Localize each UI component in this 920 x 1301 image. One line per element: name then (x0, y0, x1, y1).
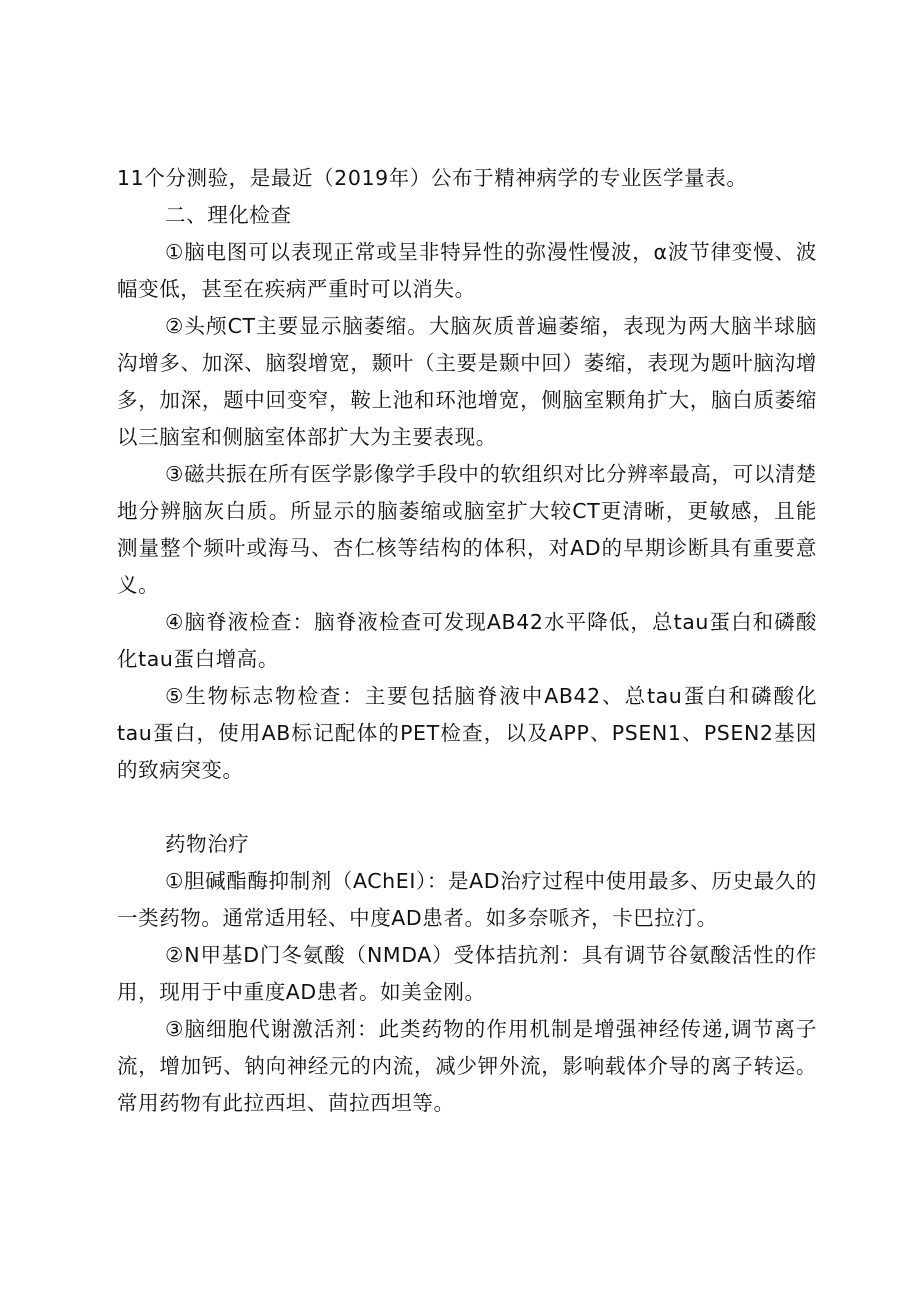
paragraph-csf: ④脑脊液检查：脑脊液检查可发现AB42水平降低，总tau蛋白和磷酸化tau蛋白增高。 (117, 610, 817, 671)
section-heading-lab-exams: 二、理化检查 (165, 203, 292, 227)
continuation-paragraph: 11个分测验，是最近（2019年）公布于精神病学的专业医学量表。 (117, 166, 748, 190)
paragraph-ct: ②头颅CT主要显示脑萎缩。大脑灰质普遍萎缩，表现为两大脑半球脑沟增多、加深、脑裂增宽，颞叶（主要是颞中回）萎缩，表现为题叶脑沟增多，加深，题中回变窄，鞍上池和环池增宽，侧脑室颗角扩大，脑白质萎缩以三脑室和侧脑室体部扩大为主要表现。 (117, 314, 817, 449)
paragraph-biomarkers: ⑤生物标志物检查：主要包括脑脊液中AB42、总tau蛋白和磷酸化tau蛋白，使用AB标记配体的PET检查，以及APP、PSEN1、PSEN2基因的致病突变。 (117, 684, 817, 782)
paragraph-metabolic-activators: ③脑细胞代谢激活剂：此类药物的作用机制是增强神经传递,调节离子流，增加钙、钠向神经元的内流，减少钾外流，影响载体介导的离子转运。常用药物有此拉西坦、茴拉西坦等。 (117, 1017, 817, 1115)
paragraph-ache-inhibitors: ①胆碱酯酶抑制剂（AChEI）：是AD治疗过程中使用最多、历史最久的一类药物。通常适用轻、中度AD患者。如多奈哌齐，卡巴拉汀。 (117, 869, 817, 930)
paragraph-mri: ③磁共振在所有医学影像学手段中的软组织对比分辨率最高，可以清楚地分辨脑灰白质。所显示的脑萎缩或脑室扩大较CT更清晰，更敏感，且能测量整个频叶或海马、杏仁核等结构的体积，对AD的早期诊断具有重要意义。 (117, 462, 817, 597)
paragraph-eeg: ①脑电图可以表现正常或呈非特异性的弥漫性慢波，α波节律变慢、波幅变低，甚至在疾病严重时可以消失。 (117, 240, 817, 301)
blank-line (117, 789, 817, 826)
section-heading-drug-therapy: 药物治疗 (165, 832, 250, 856)
document-body (117, 160, 817, 1122)
paragraph-nmda-antagonists: ②N甲基D门冬氨酸（NMDA）受体拮抗剂：具有调节谷氨酸活性的作用，现用于中重度AD患者。如美金刚。 (117, 943, 817, 1004)
